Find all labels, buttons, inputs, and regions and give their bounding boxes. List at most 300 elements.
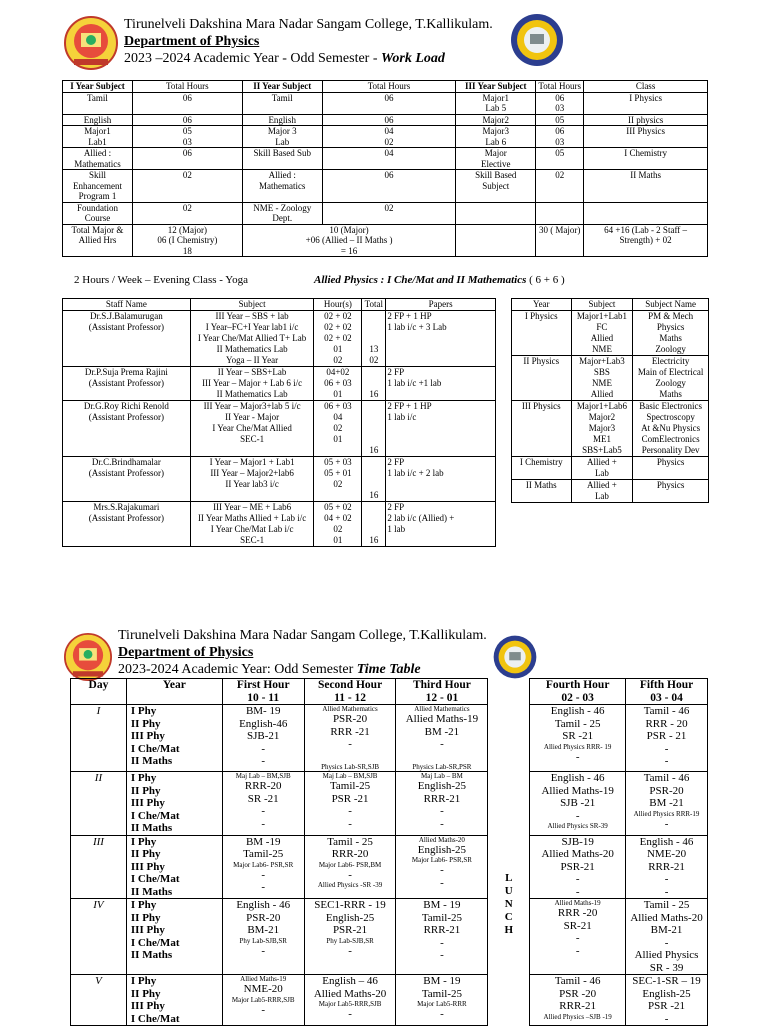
cell-line: Physics Lab-SR,PSR xyxy=(412,763,472,771)
cell-line: Allied Maths-20 xyxy=(630,911,703,924)
cell-line: Allied Physics –SJB -19 xyxy=(543,1012,612,1021)
cell-line: Major1+Lab6 xyxy=(576,401,627,411)
cell-line xyxy=(457,203,534,214)
timetable-subtitle: 2023-2024 Academic Year: Odd Semester Time Table xyxy=(118,661,421,677)
timetable-cell xyxy=(396,835,488,899)
cell-line: PM & Mech xyxy=(648,311,694,321)
cell-line: 02 xyxy=(333,524,343,534)
cell-line: I Che/Mat xyxy=(130,742,180,755)
cell-line: 06 xyxy=(182,92,192,103)
cell-line: II Phy xyxy=(130,987,161,1000)
day-cell xyxy=(71,772,127,836)
workload-header-cell xyxy=(536,81,584,93)
cell-line xyxy=(363,333,384,344)
cell-line: - xyxy=(664,873,669,885)
cell-line: - xyxy=(261,868,266,881)
cell-line: III Phy xyxy=(130,1000,165,1012)
cell-line xyxy=(363,468,384,479)
timetable-header-cell xyxy=(71,679,127,705)
class-header-cell xyxy=(633,299,709,311)
cell-line: III Year – ME + Lab6 xyxy=(213,502,292,512)
cell-line: 2 FP + 1 HP xyxy=(387,311,432,321)
workload-cell xyxy=(132,126,242,148)
college-logo-left-2 xyxy=(64,632,112,682)
workload-subtitle: 2023 –2024 Academic Year - Odd Semester - Work Load xyxy=(124,50,445,66)
cell-line: ME1 xyxy=(592,434,611,444)
cell-line: PSR -21 xyxy=(331,792,369,805)
cell-line: 12 (Major) xyxy=(167,224,207,235)
cell-line: Lab 5 xyxy=(485,103,507,113)
cell-line: V xyxy=(95,975,102,987)
staff-name-cell xyxy=(63,457,191,502)
timetable-cell xyxy=(396,899,488,975)
cell-line: 05 + 02 xyxy=(324,502,352,512)
cell-line: Lab1 xyxy=(88,136,107,147)
workload-cell xyxy=(584,114,708,126)
cell-line: II Mathematics Lab xyxy=(216,344,288,354)
cell-line: 01 xyxy=(333,344,343,354)
cell-small-line: Allied Maths-19 xyxy=(240,975,287,983)
cell-line: Spectroscopy xyxy=(646,412,695,422)
cell-line: Mathematics xyxy=(258,180,306,191)
cell-line: PSR -21 xyxy=(648,1000,686,1012)
cell-line: - xyxy=(261,805,266,817)
cell-line: RRR - 20 xyxy=(645,717,688,730)
cell-line: Total Hours xyxy=(166,81,209,91)
cell-line: - xyxy=(440,936,444,949)
cell-line: 12 - 01 xyxy=(425,691,459,704)
cell-line: SBS xyxy=(593,367,610,377)
cell-line: SJB-19 xyxy=(561,835,594,848)
staff-name-cell xyxy=(63,367,191,401)
workload-row xyxy=(63,92,708,114)
cell-line: I Chemistry xyxy=(519,457,563,467)
workload-cell xyxy=(132,170,242,203)
staff-total-cell xyxy=(362,401,386,457)
cell-line: U xyxy=(504,885,513,898)
cell-line: Allied xyxy=(590,333,614,343)
cell-line: Tamil - 46 xyxy=(643,705,690,717)
cell-line: 10 (Major) xyxy=(329,224,369,235)
cell-small-line: Allied Maths-19 xyxy=(554,899,601,907)
cell-line: BM -21 xyxy=(424,725,460,738)
cell-line: Skill Based xyxy=(475,170,517,180)
workload-cell xyxy=(456,114,536,126)
cell-line: English-25 xyxy=(325,911,375,924)
cell-line: Third Hour xyxy=(412,679,471,691)
class-cell xyxy=(512,401,572,457)
cell-line: II Phy xyxy=(130,784,161,797)
cell-line: RRR-21 xyxy=(423,792,461,805)
cell-line: BM - 19 xyxy=(423,899,461,911)
timetable-cell xyxy=(304,835,396,899)
timetable-cell xyxy=(304,772,396,836)
staff-total-cell xyxy=(362,367,386,401)
cell-line: Allied : xyxy=(268,170,296,180)
day-cell xyxy=(71,899,127,975)
cell-line: 02 xyxy=(182,202,192,213)
cell-line: I Year Subject xyxy=(70,81,125,91)
staff-papers-cell xyxy=(386,457,496,502)
workload-cell xyxy=(63,202,133,224)
cell-line xyxy=(306,751,395,764)
cell-line: Fourth Hour xyxy=(545,679,610,691)
cell-line: - xyxy=(575,873,580,885)
cell-line xyxy=(537,203,582,214)
workload-cell xyxy=(242,148,322,170)
cell-line: Subject xyxy=(238,299,266,309)
cell-line: I Year Che/Mat Allied T+ Lab xyxy=(197,333,307,343)
timetable-cell xyxy=(222,975,304,1026)
cell-line: NME - Zoology Dept. xyxy=(253,202,312,223)
cell-line: Tamil-25 xyxy=(421,911,462,924)
cell-line: N xyxy=(504,898,513,911)
cell-line: - xyxy=(261,881,266,893)
class-cell xyxy=(571,311,633,356)
workload-row xyxy=(63,114,708,126)
cell-line: III Phy xyxy=(130,924,165,936)
workload-cell xyxy=(242,170,322,203)
cell-line: Fifth Hour xyxy=(639,679,694,691)
class-cell xyxy=(512,457,572,480)
cell-line: PSR-20 xyxy=(246,911,281,924)
cell-line: RRR-21 xyxy=(559,1000,596,1012)
cell-line: FC xyxy=(596,322,608,332)
cell-line: Major Lab6- PSR,SR xyxy=(233,860,294,869)
cell-line: 1 lab i/c + 3 Lab xyxy=(387,322,447,332)
timetable-cell xyxy=(530,835,626,899)
cell-line: - xyxy=(440,817,444,830)
class-row xyxy=(512,356,709,401)
class-cell xyxy=(571,480,633,503)
cell-line: Mrs.S.Rajakumari xyxy=(93,502,160,512)
class-cell xyxy=(571,457,633,480)
cell-line: SJB -21 xyxy=(560,797,596,809)
cell-line xyxy=(363,322,384,333)
college-name-2: Tirunelveli Dakshina Mara Nadar Sangam College, T.Kallikulam. xyxy=(118,628,487,643)
cell-line: Major Lab5-RRR,SJB xyxy=(231,995,295,1004)
cell-line: Tamil-25 xyxy=(329,780,371,792)
cell-line: BM-21 xyxy=(247,924,280,936)
cell-line: Allied Hrs xyxy=(78,235,117,245)
workload-table xyxy=(62,80,708,257)
cell-line: Tamil - 25 xyxy=(643,899,690,911)
cell-line: 04 xyxy=(384,148,394,158)
class-cell xyxy=(512,311,572,356)
timetable-header-cell xyxy=(626,679,708,705)
staff-subject-cell xyxy=(190,401,314,457)
cell-line: SR-21 xyxy=(563,919,592,932)
cell-line: - xyxy=(575,944,580,957)
staff-header-cell xyxy=(314,299,362,311)
staff-papers-cell xyxy=(386,401,496,457)
cell-line: English - 46 xyxy=(550,772,605,784)
cell-line: - xyxy=(440,864,444,876)
cell-line: Physics xyxy=(656,457,685,467)
workload-cell xyxy=(242,126,322,148)
cell-line: II Phy xyxy=(130,717,161,730)
workload-row xyxy=(63,224,708,257)
cell-line: Papers xyxy=(428,299,453,309)
cell-line: RRR-21 xyxy=(648,860,685,873)
workload-cell xyxy=(322,126,456,148)
cell-line: Phy Lab-SJB,SR xyxy=(326,936,374,945)
cell-line: BM- 19 xyxy=(245,705,281,717)
cell-line: 04+02 xyxy=(326,367,350,377)
cell-line: 2 FP xyxy=(387,502,405,512)
staff-hours-cell xyxy=(314,401,362,457)
cell-line: English - 46 xyxy=(550,705,605,717)
cell-line: Major2 xyxy=(588,412,616,422)
cell-line: Major 3 xyxy=(267,126,297,136)
cell-line: I Phy xyxy=(130,899,157,911)
cell-line: PSR - 21 xyxy=(646,730,687,742)
class-cell xyxy=(512,480,572,503)
cell-line: 2 FP + 1 HP xyxy=(387,401,432,411)
cell-line: 16 xyxy=(369,535,379,545)
cell-line: Lab xyxy=(594,468,609,478)
lunch-label xyxy=(488,835,530,975)
cell-line: Subject Name xyxy=(645,299,697,309)
cell-line: 1 lab i/c + 2 lab xyxy=(387,468,444,478)
workload-cell xyxy=(242,92,322,114)
workload-cell xyxy=(584,92,708,114)
workload-cell xyxy=(63,92,133,114)
cell-line xyxy=(363,367,384,378)
cell-line: C xyxy=(504,911,513,924)
cell-line: English xyxy=(268,114,296,125)
staff-papers-cell xyxy=(386,311,496,367)
cell-line: Electricity xyxy=(651,356,690,366)
timetable-row xyxy=(71,705,708,772)
cell-line: ComElectronics xyxy=(641,434,700,444)
cell-line: 03 xyxy=(555,136,565,147)
timetable-cell xyxy=(530,772,626,836)
cell-line: PSR-20 xyxy=(332,713,368,725)
staff-table xyxy=(62,298,496,547)
cell-line: III Phy xyxy=(130,860,165,873)
cell-line: Dr.C.Brindhamalar xyxy=(91,457,161,467)
cell-line xyxy=(585,203,706,214)
cell-line: Major Lab5-RRR,SJB xyxy=(318,1000,382,1008)
workload-cell xyxy=(536,170,584,203)
staff-subject-cell xyxy=(190,311,314,367)
workload-cell xyxy=(322,114,456,126)
cell-line: 05 xyxy=(182,126,192,136)
cell-line: - xyxy=(348,817,352,830)
cell-line: Major Lab6- PSR,BM xyxy=(318,860,382,869)
cell-line: 03 - 04 xyxy=(650,691,683,704)
cell-line: - xyxy=(664,885,669,898)
workload-cell xyxy=(132,202,242,224)
cell-line: III Physics xyxy=(626,126,665,136)
staff-row xyxy=(63,457,496,502)
cell-line: English - 46 xyxy=(236,899,291,911)
cell-line: Major Lab5-RRR xyxy=(417,1000,467,1008)
staff-total-cell xyxy=(362,502,386,547)
cell-line: Physics Lab-SR,SJB xyxy=(321,763,380,771)
cell-line: I Year Che/Mat Lab i/c xyxy=(210,524,294,534)
cell-line: Major3 xyxy=(482,126,510,136)
college-seal-right xyxy=(510,12,564,68)
cell-line: Yoga – II Year xyxy=(226,355,279,365)
cell-line: 02 xyxy=(384,136,394,147)
class-subject-table xyxy=(511,298,709,503)
cell-line: SEC-1 xyxy=(240,434,265,444)
cell-small-line: Allied Mathematics xyxy=(414,705,470,713)
lunch-gap-header xyxy=(488,679,530,705)
cell-line: PSR -20 xyxy=(559,987,597,1000)
cell-line: Major+Lab3 xyxy=(579,356,625,366)
workload-row xyxy=(63,126,708,148)
workload-cell xyxy=(536,202,584,224)
cell-small-line: Allied Mathematics xyxy=(322,705,378,713)
cell-line: Tamil - 25 xyxy=(327,835,373,848)
cell-line: Dr.G.Roy Richi Renold xyxy=(83,401,169,411)
cell-line: 06 + 03 xyxy=(324,378,352,388)
staff-header-cell xyxy=(190,299,314,311)
cell-line: Zoology xyxy=(655,378,686,388)
cell-line: III Phy xyxy=(130,797,165,809)
cell-line: (Assistant Professor) xyxy=(88,468,164,478)
cell-line: BM -19 xyxy=(245,835,281,848)
timetable-header-cell xyxy=(530,679,626,705)
workload-cell xyxy=(322,148,456,170)
timetable-cell xyxy=(530,705,626,772)
cell-line: English-25 xyxy=(417,843,467,856)
cell-line: Allied Physics RRR- 19 xyxy=(543,742,612,751)
timetable-cell xyxy=(222,899,304,975)
yoga-note: 2 Hours / Week – Evening Class - Yoga xyxy=(74,274,248,286)
cell-line: SEC-1 xyxy=(240,535,265,545)
cell-line xyxy=(363,311,384,322)
timetable-cell xyxy=(626,975,708,1026)
staff-header-cell xyxy=(63,299,191,311)
staff-name-cell xyxy=(63,401,191,457)
cell-line: L xyxy=(505,872,513,885)
cell-line: Total xyxy=(364,299,384,309)
cell-line: Hour(s) xyxy=(323,299,352,309)
cell-line: SEC-1-SR – 19 xyxy=(632,975,701,987)
cell-line: II Year lab3 i/c xyxy=(225,479,279,489)
cell-line: 02 xyxy=(182,170,192,180)
cell-line: 02 xyxy=(555,170,565,180)
timetable-cell xyxy=(626,705,708,772)
cell-line: 06 xyxy=(182,114,192,125)
cell-line: III Year – SBS + lab xyxy=(215,311,289,321)
class-cell xyxy=(633,480,709,503)
cell-line: - xyxy=(348,944,352,957)
cell-line: II Maths xyxy=(130,885,173,898)
cell-line: Second Hour xyxy=(317,679,383,691)
workload-cell xyxy=(456,202,536,224)
cell-line: Allied xyxy=(590,389,614,399)
workload-cell xyxy=(63,148,133,170)
cell-line xyxy=(363,479,384,490)
cell-line: Maths xyxy=(659,389,682,399)
cell-line: - xyxy=(348,805,352,817)
cell-line: English xyxy=(83,114,112,125)
cell-line: III xyxy=(92,835,104,848)
cell-line: 03 xyxy=(182,136,192,147)
cell-line: 18 xyxy=(182,245,192,256)
cell-line: Allied : xyxy=(83,148,112,158)
cell-line: III Physics xyxy=(521,401,561,411)
cell-line: - xyxy=(440,1008,444,1020)
cell-line: Allied Physics SR - 39 xyxy=(634,949,699,974)
cell-line: 64 +16 (Lab - 2 Staff – xyxy=(604,224,688,235)
cell-line: RRR-20 xyxy=(244,780,282,792)
workload-cell xyxy=(536,224,584,257)
cell-line: English-46 xyxy=(239,717,288,730)
cell-line: Major xyxy=(484,148,507,158)
staff-hours-cell xyxy=(314,367,362,401)
staff-subject-cell xyxy=(190,502,314,547)
cell-line: Enhancement xyxy=(72,180,122,191)
cell-line: NME-20 xyxy=(646,848,687,860)
cell-line: - xyxy=(348,868,352,881)
cell-line: II Year – SBS+Lab xyxy=(217,367,287,377)
cell-line: III Year Subject xyxy=(465,81,527,91)
cell-line: Allied Maths-19 xyxy=(541,784,614,797)
cell-line: II Maths xyxy=(525,480,557,490)
cell-line: 16 xyxy=(369,389,379,399)
cell-line: Major1 xyxy=(84,126,111,136)
workload-row xyxy=(63,148,708,170)
workload-header-cell xyxy=(242,81,322,93)
cell-line: 01 xyxy=(333,389,343,399)
cell-line: At &Nu Physics xyxy=(641,423,701,433)
cell-line: Foundation xyxy=(76,202,118,213)
cell-line: Physics xyxy=(656,480,685,490)
cell-line: I Che/Mat xyxy=(130,1012,180,1025)
cell-line: III Year – Major3+lab 5 i/c xyxy=(203,401,301,411)
cell-line: 02 + 02 xyxy=(324,322,352,332)
cell-line: 04 xyxy=(384,126,394,136)
cell-line: II Phy xyxy=(130,848,161,860)
year-cell xyxy=(126,975,222,1026)
cell-line: Zoology xyxy=(655,344,686,354)
class-cell xyxy=(633,356,709,401)
cell-line xyxy=(363,378,384,389)
cell-line: PSR-21 xyxy=(560,860,595,873)
cell-line: Class xyxy=(635,81,656,91)
cell-line xyxy=(363,423,384,434)
cell-line: Program 1 xyxy=(78,191,117,201)
cell-line: Staff Name xyxy=(105,299,147,309)
cell-line: Tamil-25 xyxy=(421,987,462,1000)
cell-line xyxy=(363,524,384,535)
cell-line: - xyxy=(664,755,669,767)
cell-line: I Year – Major1 + Lab1 xyxy=(209,457,295,467)
timetable-row xyxy=(71,975,708,1026)
cell-line: Allied Maths-20 xyxy=(313,987,387,1000)
cell-line: 2 FP xyxy=(387,457,405,467)
college-logo-left xyxy=(64,15,118,71)
cell-line: II Year Subject xyxy=(253,81,312,91)
class-row xyxy=(512,457,709,480)
cell-line: I Phy xyxy=(130,705,157,717)
timetable-header xyxy=(118,628,487,678)
cell-line: Tamil - 46 xyxy=(643,772,690,784)
cell-line: NME-20 xyxy=(243,983,283,995)
cell-line: Year xyxy=(162,679,186,691)
cell-line: I Year–FC+I Year lab1 i/c xyxy=(205,322,299,332)
cell-line: Allied + xyxy=(587,480,617,490)
cell-line: I Che/Mat xyxy=(130,873,180,885)
cell-line: Basic Electronics xyxy=(639,401,703,411)
cell-line: II Maths xyxy=(130,822,173,834)
